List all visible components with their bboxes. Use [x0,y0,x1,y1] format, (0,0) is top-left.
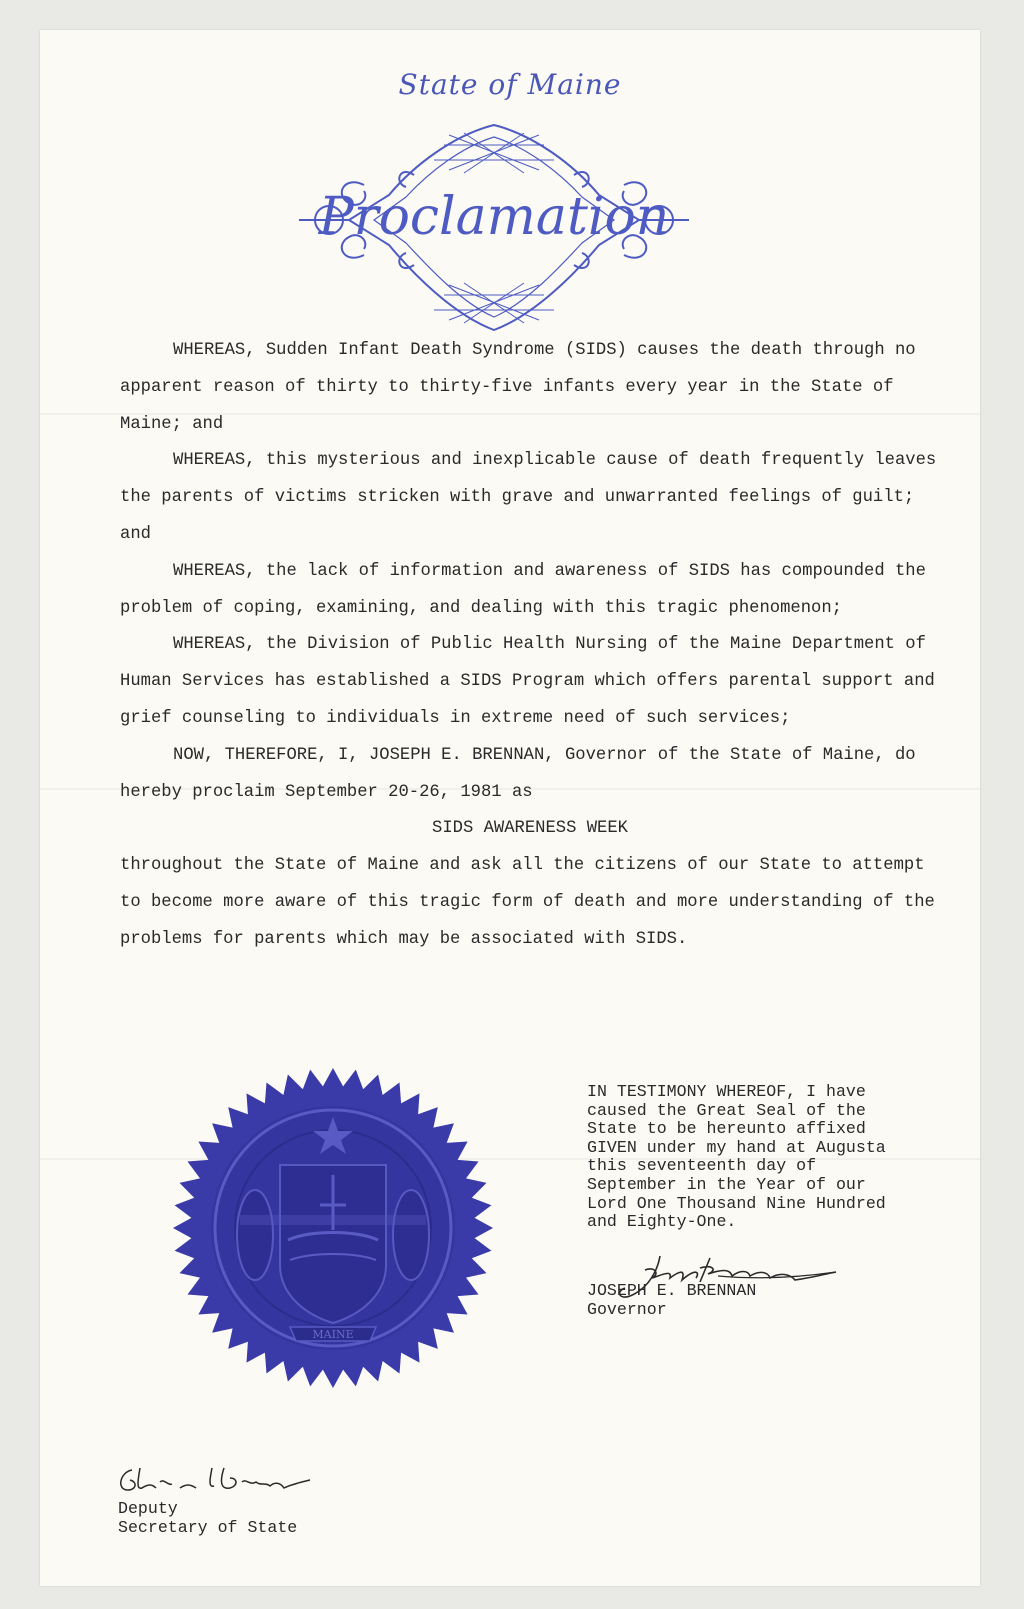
seal-legend: MAINE [312,1328,354,1341]
whereas-paragraph: WHEREAS, Sudden Infant Death Syndrome (SIDS) causes the death through no apparent reason of thirty to thirty-five infants every year in the State of Maine; and [120,341,916,434]
closing-paragraph: throughout the State of Maine and ask all the citizens of our State to attempt to become more aware of this tragic form of death and more understanding of the problems for parents which may be associated with SIDS. [120,856,935,949]
great-seal [170,1065,496,1391]
deputy-signature [112,1460,312,1500]
proclamation-page [40,30,980,1586]
governor-title: Governor [587,1299,667,1319]
governor-name: JOSEPH E. BRENNAN [587,1281,757,1300]
seal-icon [170,1065,496,1391]
governor-block [587,1282,756,1319]
whereas-paragraph: WHEREAS, the lack of information and awareness of SIDS has compounded the problem of coping, examining, and dealing with this tragic phenomenon; [120,561,926,618]
state-title: State of Maine [398,68,622,101]
week-title: SIDS AWARENESS WEEK [432,819,628,839]
whereas-paragraph: WHEREAS, this mysterious and inexplicable cause of death frequently leaves the parents of victims stricken with grave and unwarranted feelings of guilt; and [120,451,937,544]
deputy-office: Secretary of State [118,1517,298,1537]
deputy-block [118,1500,297,1537]
proclamation-word: Proclamation [318,187,670,247]
therefore-paragraph: NOW, THEREFORE, I, JOSEPH E. BRENNAN, Governor of the State of Maine, do hereby proclaim September 20-26, 1981 as [120,745,916,802]
deputy-signature-icon [112,1460,312,1500]
proclamation-body [120,333,940,959]
deputy-title: Deputy [118,1499,178,1518]
proclamation-ornament [294,115,694,345]
whereas-paragraph: WHEREAS, the Division of Public Health Nursing of the Maine Department of Human Services has established a SIDS Program which offers parental support and grief counseling to individuals in extreme need of such services; [120,635,935,728]
testimony-block: IN TESTIMONY WHEREOF, I have caused the Great Seal of the State to be hereunto affixed GIVEN under my hand at Augusta this seventeenth day of September in the Year of our Lord One Thousand Nine Hundred and Eighty-One. [587,1082,886,1232]
